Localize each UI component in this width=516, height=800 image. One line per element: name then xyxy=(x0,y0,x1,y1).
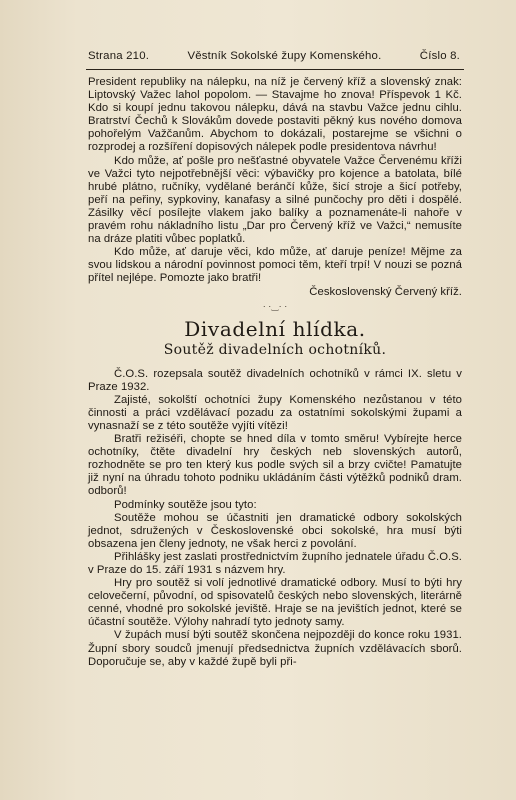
section-subtitle: Soutěž divadelních ochotníků. xyxy=(163,341,387,358)
header-rule xyxy=(86,69,464,70)
theatre-paragraph: Zajisté, sokolští ochotníci župy Komenského nezůstanou v této činnosti a práci vzdělávací pozadu za ostatními sokolskými župami a vynasnaží se z této soutěže vyjíti vítězi! xyxy=(88,393,462,432)
red-cross-appeal xyxy=(88,76,462,299)
appeal-paragraph: Kdo může, ať daruje věci, kdo může, ať daruje peníze! Mějme za svou lidskou a národní povinnost pomoci těm, kteří trpí! V nouzi se pozná přítel nejlépe. Pomozte jako bratři! xyxy=(88,246,462,285)
page-number: Strana 210. xyxy=(88,50,150,62)
appeal-paragraph: Kdo může, ať pošle pro nešťastné obyvatele Važce Červenému kříži ve Važci tyto nejpotřebnější věci: výbavičky pro kojence a batolata, bílé hrubé plátno, ručníky, vydělané beránčí kůže, šicí stroje a šicí potřeby, peří na peřiny, sypkoviny, kanafasy a silné punčochy pro děti i dospělé. Zásilky věcí posílejte vlakem jako balíky a poznamenáte-li nahoře v pravém rohu nákladního listu „Dar pro Červený kříž ve Važci,“ nemusíte na dráze platiti vůbec poplatků. xyxy=(88,154,462,246)
theatre-paragraph: Přihlášky jest zaslati prostřednictvím župního jednatele úřadu Č.O.S. v Praze do 15. září 1931 s názvem hry. xyxy=(88,550,462,576)
theatre-paragraph: Č.O.S. rozepsala soutěž divadelních ochotníků v rámci IX. sletu v Praze 1932. xyxy=(88,367,462,393)
theatre-paragraph: Hry pro soutěž si volí jednotlivé dramatické odbory. Musí to býti hry celovečerní, původní, od spisovatelů českých nebo slovenských, literárně cenné, vhodné pro sokolské jeviště. Hraje se na jevištích jednot, které se účastní soutěže. Výlohy nahradí tyto jednoty samy. xyxy=(88,577,462,629)
appeal-paragraph: President republiky na nálepku, na níž je červený kříž a slovenský znak: Liptovský Važec lahol popolom. — Stavajme ho znova! Příspevok 1 Kč. Kdo si koupí jednu takovou nálepku, dává na stavbu Važce jednu cihlu. Bratrství Čechů k Slovákům dovede postaviti pěkný kus nového domova pohořelým Važčanům. Abychom to dokázali, postarejme se všichni o rozprodej a rozšíření dopisových nálepek podle presidentova návrhu! xyxy=(88,76,462,154)
journal-title: Věstník Sokolské župy Komenského. xyxy=(187,50,382,62)
theatre-paragraph: Bratři režiséři, chopte se hned díla v tomto směru! Vybírejte herce ochotníky, čtěte divadelní hry českých neb slovenských autorů, rozhodněte se pro ten který kus podle svých sil a brzy cvičte! Pamatujte již nyní na úhradu tohoto podniku ukládáním části výtěžků podniků dram. odborů! xyxy=(88,433,462,498)
section-title: Divadelní hlídka. xyxy=(184,316,366,341)
theatre-paragraph: Podmínky soutěže jsou tyto: xyxy=(114,498,257,511)
appeal-signature: Československý Červený kříž. xyxy=(309,285,462,298)
theatre-section xyxy=(88,317,462,669)
theatre-paragraph: Soutěže mohou se účastniti jen dramatické odbory sokolských jednot, sdružených v Československé obci sokolské, hra musí býti obsazena jen členy jednoty, ne však herci z povolání. xyxy=(88,511,462,550)
running-header xyxy=(88,50,460,68)
section-ornament: · ·‿· · xyxy=(262,300,288,311)
issue-number: Číslo 8. xyxy=(419,50,460,62)
theatre-paragraph: V župách musí býti soutěž skončena nejpozději do konce roku 1931. Župní sbory soudců jmenují předsednictva župních vzdělávacích sborů. Doporučuje se, aby v každé župě byli při- xyxy=(88,629,462,668)
page-body xyxy=(88,76,462,669)
